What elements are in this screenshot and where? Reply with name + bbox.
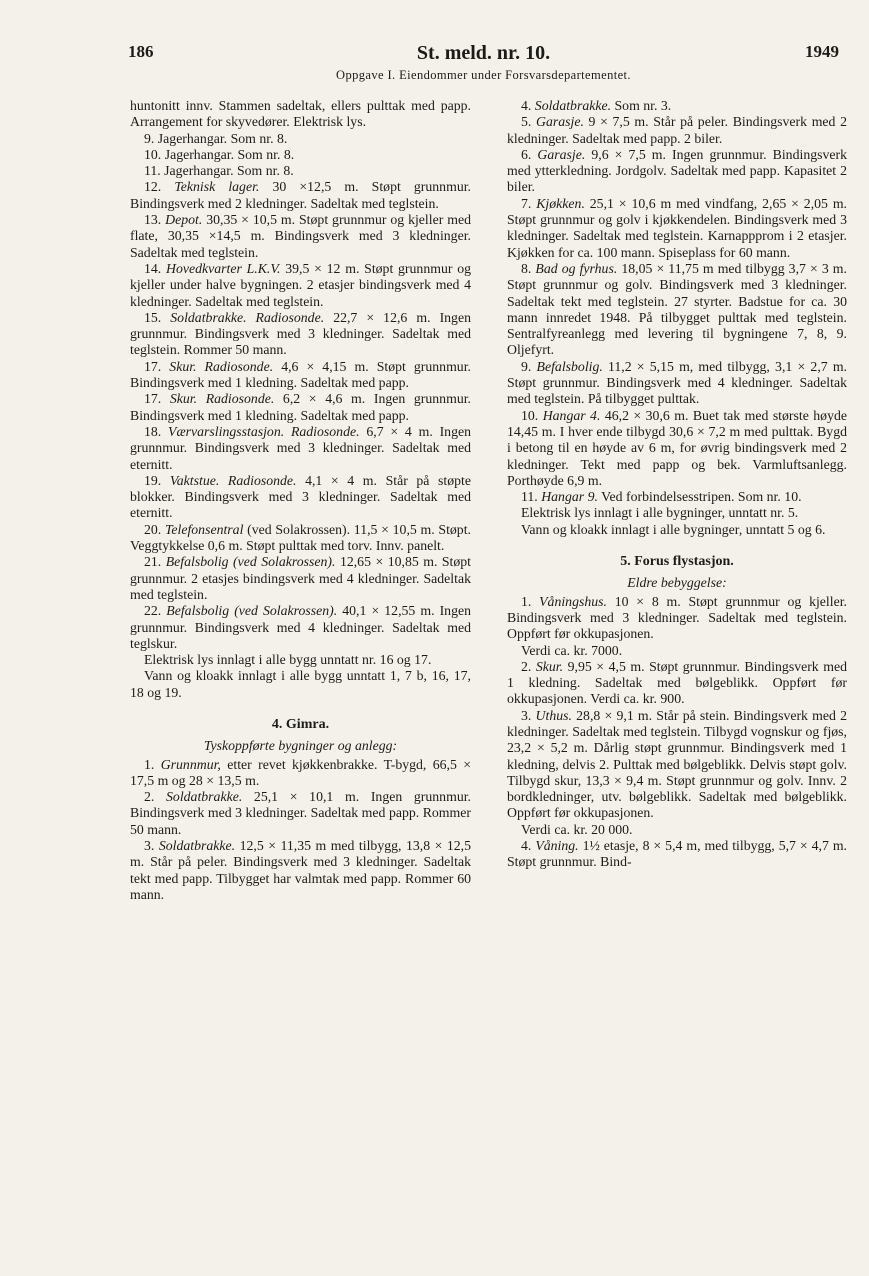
item-name: Vaktstue. Radiosonde. <box>169 472 297 488</box>
item-number: 20. <box>144 521 165 537</box>
paragraph <box>130 310 471 359</box>
paragraph <box>130 473 471 522</box>
paragraph: 9. Jagerhangar. Som nr. 8. <box>144 130 288 146</box>
paragraph <box>507 489 847 505</box>
item-number: 1. <box>521 593 540 609</box>
item-number: 4. <box>521 838 536 854</box>
section-heading: 4. Gimra. <box>271 716 330 732</box>
paragraph <box>130 522 471 555</box>
right-column <box>507 98 847 871</box>
item-text: Ved forbindelsesstripen. Som nr. 10. <box>597 489 802 505</box>
item-text: 46,2 × 30,6 m. Buet tak med største høyde 14,45 m. I hver ende tilbygd 30,6 × 7,2 m med pulttak. Bygd i betong til en høyde av 6 m, for øvrig bindingsverk med 2 kledninger. Tekt med papp og bek. Varmluftsanlegg. Porthøyde 6,9 m. <box>507 407 847 488</box>
item-name: Skur. Radiosonde. <box>169 391 275 407</box>
paragraph <box>130 603 471 652</box>
item-name: Depot. <box>165 212 203 228</box>
section-heading: 5. Forus flystasjon. <box>620 554 734 570</box>
item-number: 15. <box>144 309 171 325</box>
paragraph <box>507 408 847 489</box>
paragraph: 11. Jagerhangar. Som nr. 8. <box>144 163 294 179</box>
item-number: 9. <box>521 358 537 374</box>
item-text: 9,6 × 7,5 m. Ingen grunnmur. Bindingsverk med ytterkledning. Jordgolv. Sadeltak med papp. Kapasitet 2 biler. <box>507 146 847 195</box>
item-name: Hangar 4. <box>542 407 601 423</box>
item-number: 3. <box>521 707 536 723</box>
item-text: 30 ×12,5 m. Støpt grunnmur. Bindingsverk med 2 kledninger. Sadeltak med teglstein. <box>130 179 471 211</box>
item-text: 39,5 × 12 m. Støpt grunnmur og kjeller under halve bygningen. 2 etasjer bindingsverk med 4 kledninger. Sadeltak med teglstein. <box>130 260 471 309</box>
item-text: 1½ etasje, 8 × 5,4 m, med tilbygg, 5,7 × 4,7 m. Støpt grunnmur. Bind- <box>507 838 848 870</box>
item-text: 9,95 × 4,5 m. Støpt grunnmur. Bindingsverk med 1 kledning. Sadeltak med bølgeblikk. Oppført før okkupasjonen. Verdi ca. kr. 900. <box>507 658 847 707</box>
paragraph <box>507 261 847 359</box>
item-name: Bad og fyrhus. <box>535 260 618 276</box>
item-text: Som nr. 3. <box>611 98 672 113</box>
paragraph <box>130 757 471 790</box>
document-title: St. meld. nr. 10. <box>416 42 551 64</box>
item-name: Telefonsentral <box>164 521 244 537</box>
document-year: 1949 <box>805 42 839 61</box>
section-subtitle: Tyskoppførte bygninger og anlegg: <box>203 738 398 754</box>
paragraph <box>130 838 471 903</box>
item-number: 22. <box>144 603 167 619</box>
paragraph <box>130 391 471 424</box>
item-number: 1. <box>144 756 161 772</box>
item-text: 11,2 × 5,15 m, med tilbygg, 3,1 × 2,7 m. Støpt grunnmur. Bindingsverk med 4 kledninger. Sadeltak med teglstein. På tilbygget pulttak. <box>507 358 848 407</box>
paragraph: Elektrisk lys innlagt i alle bygg unntatt nr. 16 og 17. <box>144 652 432 668</box>
paragraph <box>507 659 847 708</box>
section-subtitle: Eldre bebyggelse: <box>627 575 727 591</box>
item-name: Befalsbolig (ved Solakrossen). <box>166 603 338 619</box>
paragraph: Verdi ca. kr. 20 000. <box>521 821 633 837</box>
paragraph <box>507 359 847 408</box>
item-number: 2. <box>521 658 536 674</box>
paragraph: Elektrisk lys innlagt i alle bygninger, unntatt nr. 5. <box>521 505 799 521</box>
item-number: 18. <box>144 423 169 439</box>
item-number: 5. <box>521 114 536 130</box>
paragraph <box>507 98 847 114</box>
paragraph: huntonitt innv. Stammen sadeltak, ellers pulttak med papp. Arrangement for skyvedører. Elektrisk lys. <box>130 98 471 130</box>
item-number: 12. <box>144 179 175 195</box>
item-number: 19. <box>144 472 170 488</box>
item-name: Soldatbrakke. <box>534 98 612 113</box>
item-text: 10 × 8 m. Støpt grunnmur og kjeller. Bindingsverk med 3 kledninger. Sadeltak med teglstein. Oppført før okkupasjonen. <box>507 593 848 642</box>
item-name: Befalsbolig. <box>536 358 603 374</box>
item-name: Våningshus. <box>539 593 607 609</box>
item-name: Hangar 9. <box>541 489 598 505</box>
paragraph <box>130 179 471 212</box>
item-name: Kjøkken. <box>536 195 585 211</box>
item-text: etter revet kjøkkenbrakke. T-bygd, 66,5 × 17,5 m og 28 × 13,5 m. <box>130 756 472 788</box>
item-name: Skur. <box>535 658 564 674</box>
item-number: 2. <box>144 789 167 805</box>
paragraph <box>507 838 847 871</box>
paragraph <box>130 261 471 310</box>
item-name: Soldatbrakke. <box>158 838 236 854</box>
item-number: 13. <box>144 212 166 228</box>
item-text: 4,6 × 4,15 m. Støpt grunnmur. Bindingsverk med 1 kledning. Sadeltak med papp. <box>130 358 471 391</box>
item-text: 12,5 × 11,35 m med tilbygg, 13,8 × 12,5 m. Står på peler. Bindingsverk med 3 kledninger. Sadeltak tekt med papp. Tilbygget har valmtak med papp. Rommer 60 mann. <box>130 838 472 902</box>
running-subtitle: Oppgave I. Eiendommer under Forsvarsdepartementet. <box>336 68 631 82</box>
paragraph <box>507 594 847 643</box>
item-text: 6,7 × 4 m. Ingen grunnmur. Bindingsverk med 3 kledninger. Sadeltak med eternitt. <box>130 423 471 472</box>
item-name: Garasje. <box>537 146 586 162</box>
item-number: 11. <box>521 489 542 505</box>
item-name: Våning. <box>535 838 579 854</box>
item-name: Soldatbrakke. Radiosonde. <box>170 309 325 325</box>
paragraph: 10. Jagerhangar. Som nr. 8. <box>144 146 295 162</box>
item-number: 4. <box>521 98 535 113</box>
item-number: 3. <box>144 838 159 854</box>
item-number: 6. <box>521 146 538 162</box>
paragraph: Verdi ca. kr. 7000. <box>521 642 623 658</box>
item-name: Soldatbrakke. <box>166 789 243 805</box>
paragraph <box>130 212 471 261</box>
item-text: 25,1 × 10,6 m med vindfang, 2,65 × 2,05 m. Støpt grunnmur og golv i kjøkkendelen. Bindingsverk med 3 kledninger. Sadeltak med teglstein. Karnappprom i 2 etasjer. Kjøkken for ca. 100 mann. Spiseplass for 60 mann. <box>507 195 848 260</box>
item-name: Skur. Radiosonde. <box>169 358 274 374</box>
paragraph: Vann og kloakk innlagt i alle bygg unntatt 1, 7 b, 16, 17, 18 og 19. <box>130 668 471 700</box>
item-text: 30,35 × 10,5 m. Støpt grunnmur og kjeller med flate, 30,35 ×14,5 m. Bindingsverk med 3 kledninger. Sadeltak med teglstein. <box>130 212 471 260</box>
paragraph <box>507 114 847 147</box>
item-name: Værvarslingsstasjon. Radiosonde. <box>168 423 360 439</box>
item-name: Grunnmur, <box>160 756 221 772</box>
item-text: 9 × 7,5 m. Står på peler. Bindingsverk med 2 kledninger. Sadeltak med papp. 2 biler. <box>507 114 848 146</box>
paragraph <box>130 424 471 473</box>
item-text: 12,65 × 10,85 m. Støpt grunnmur. 2 etasjes bindingsverk med 4 kledninger. Sadeltak med teglstein. <box>130 554 471 602</box>
item-text: (ved Solakrossen). 11,5 × 10,5 m. Støpt. Veggtykkelse 0,6 m. Støpt pulttak med torv. Innv. panelt. <box>130 521 471 554</box>
left-column <box>130 98 471 903</box>
item-number: 17. <box>144 358 170 374</box>
paragraph <box>507 708 847 822</box>
item-number: 8. <box>521 260 536 276</box>
item-text: 4,1 × 4 m. Står på støpte blokker. Bindingsverk med 3 kledninger. Sadeltak med eternitt. <box>130 472 471 521</box>
paragraph <box>130 359 471 392</box>
item-name: Teknisk lager. <box>174 179 260 195</box>
item-text: 18,05 × 11,75 m med tilbygg 3,7 × 3 m. Støpt grunnmur og golv. Bindingsverk med 3 kledninger. Sadeltak tekt med teglstein. 27 styrter. Badstue for ca. 30 mann innredet 1948. På tilbygget pulttak med teglstein. Sentralfyreanlegg med levering til bygningene 7, 8, 9. Oljefyrt. <box>507 260 847 358</box>
item-name: Garasje. <box>536 114 584 130</box>
item-number: 7. <box>521 195 537 211</box>
item-name: Uthus. <box>535 707 572 723</box>
item-text: 28,8 × 9,1 m. Står på stein. Bindingsverk med 2 kledninger. Sadeltak med teglstein. Tilbygd vognskur og fjøs, 23,2 × 5,2 m. Dårlig støpt grunnmur. Bindingsverk med 1 kledning, delvis 2. Pulttak med bølgeblikk. Delvis støpt golv. Tilbygd skur, 13,3 × 9,4 m. Støpt grunnmur og golv. Innv. 2 bordkledninger, utv. bølgeblikk. Sadeltak med bølgeblikk. Oppført før okkupasjonen. <box>507 707 847 821</box>
paragraph <box>130 554 471 603</box>
item-name: Hovedkvarter L.K.V. <box>166 260 281 276</box>
item-text: 40,1 × 12,55 m. Ingen grunnmur. Bindingsverk med 4 kledninger. Sadeltak med teglskur. <box>130 603 472 651</box>
page-number: 186 <box>128 42 154 61</box>
paragraph <box>507 196 847 261</box>
item-number: 17. <box>144 391 170 407</box>
item-number: 14. <box>144 260 166 276</box>
paragraph <box>507 147 847 196</box>
item-text: 6,2 × 4,6 m. Ingen grunnmur. Bindingsverk med 1 kledning. Sadeltak med papp. <box>130 391 471 423</box>
item-number: 21. <box>144 554 166 570</box>
paragraph: Vann og kloakk innlagt i alle bygninger, unntatt 5 og 6. <box>521 521 826 537</box>
item-name: Befalsbolig (ved Solakrossen). <box>165 554 336 570</box>
paragraph <box>130 789 471 838</box>
item-number: 10. <box>521 407 543 423</box>
item-text: 25,1 × 10,1 m. Ingen grunnmur. Bindingsverk med 3 kledninger. Sadeltak med papp. Rommer 50 mann. <box>130 789 471 837</box>
item-text: 22,7 × 12,6 m. Ingen grunnmur. Bindingsverk med 3 kledninger. Sadeltak med teglstein. Rommer 50 mann. <box>130 309 471 358</box>
